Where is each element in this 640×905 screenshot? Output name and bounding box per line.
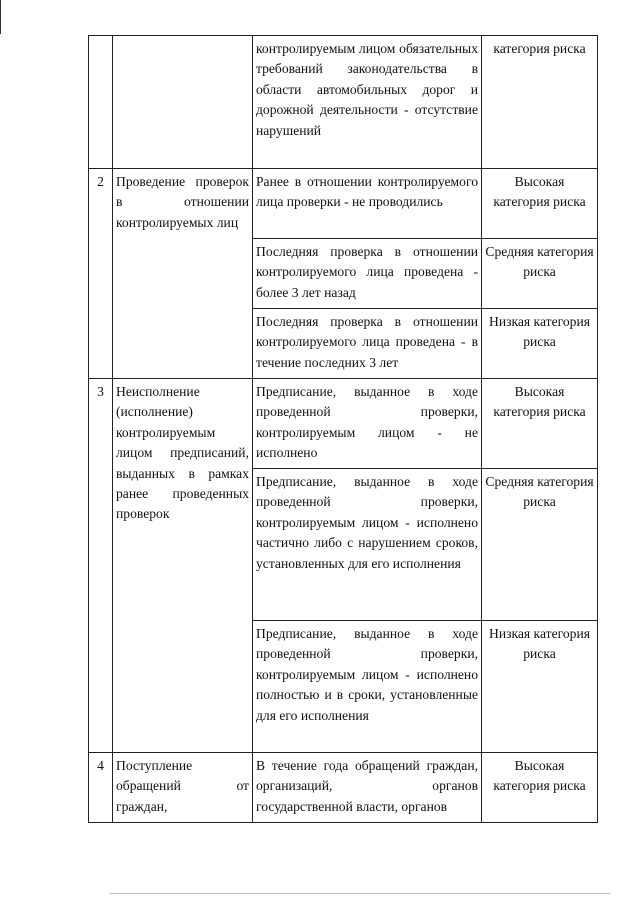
category-cell: Средняя категория риска [482,239,598,309]
row-number: 2 [89,169,113,379]
row-number [89,36,113,169]
table-row [89,169,598,239]
category-cell: Средняя категория риска [482,469,598,621]
left-margin-line [0,0,1,34]
category-cell: категория риска [482,36,598,169]
category-cell: Высокая категория риска [482,169,598,239]
indicator-cell: Ранее в отношении контролируемого лица проверки - не проводились [253,169,482,239]
criterion-cell: Неисполнение (исполнение) контролируемым лицом предписаний, выданных в рамках ранее проведенных проверок [113,379,253,753]
indicator-cell: Предписание, выданное в ходе проведенной проверки, контролируемым лицом - не исполнено [253,379,482,469]
table-row [89,379,598,469]
indicator-cell: Последняя проверка в отношении контролируемого лица проведена - в течение последних 3 лет [253,309,482,379]
category-cell: Низкая категория риска [482,309,598,379]
indicator-cell: Предписание, выданное в ходе проведенной проверки, контролируемым лицом - исполнено полностью и в сроки, установленные для его исполнения [253,621,482,753]
indicator-cell: В течение года обращений граждан, организаций, органов государственной власти, органов [253,753,482,823]
indicator-cell: Последняя проверка в отношении контролируемого лица проведена - более 3 лет назад [253,239,482,309]
criterion-cell: Поступление обращений от граждан, [113,753,253,823]
row-number: 4 [89,753,113,823]
criterion-cell: Проведение проверок в отношении контролируемых лиц [113,169,253,379]
indicator-cell: Предписание, выданное в ходе проведенной проверки, контролируемым лицом - исполнено частично либо с нарушением сроков, установленных для его исполнения [253,469,482,621]
category-cell: Высокая категория риска [482,379,598,469]
bottom-rule [110,893,610,894]
category-cell: Низкая категория риска [482,621,598,753]
category-cell: Высокая категория риска [482,753,598,823]
table-row [89,753,598,823]
row-number: 3 [89,379,113,753]
indicator-cell: контролируемым лицом обязательных требований законодательства в области автомобильных дорог и дорожной деятельности - отсутствие нарушений [253,36,482,169]
table-row [89,36,598,169]
risk-criteria-table [88,35,598,823]
criterion-cell [113,36,253,169]
